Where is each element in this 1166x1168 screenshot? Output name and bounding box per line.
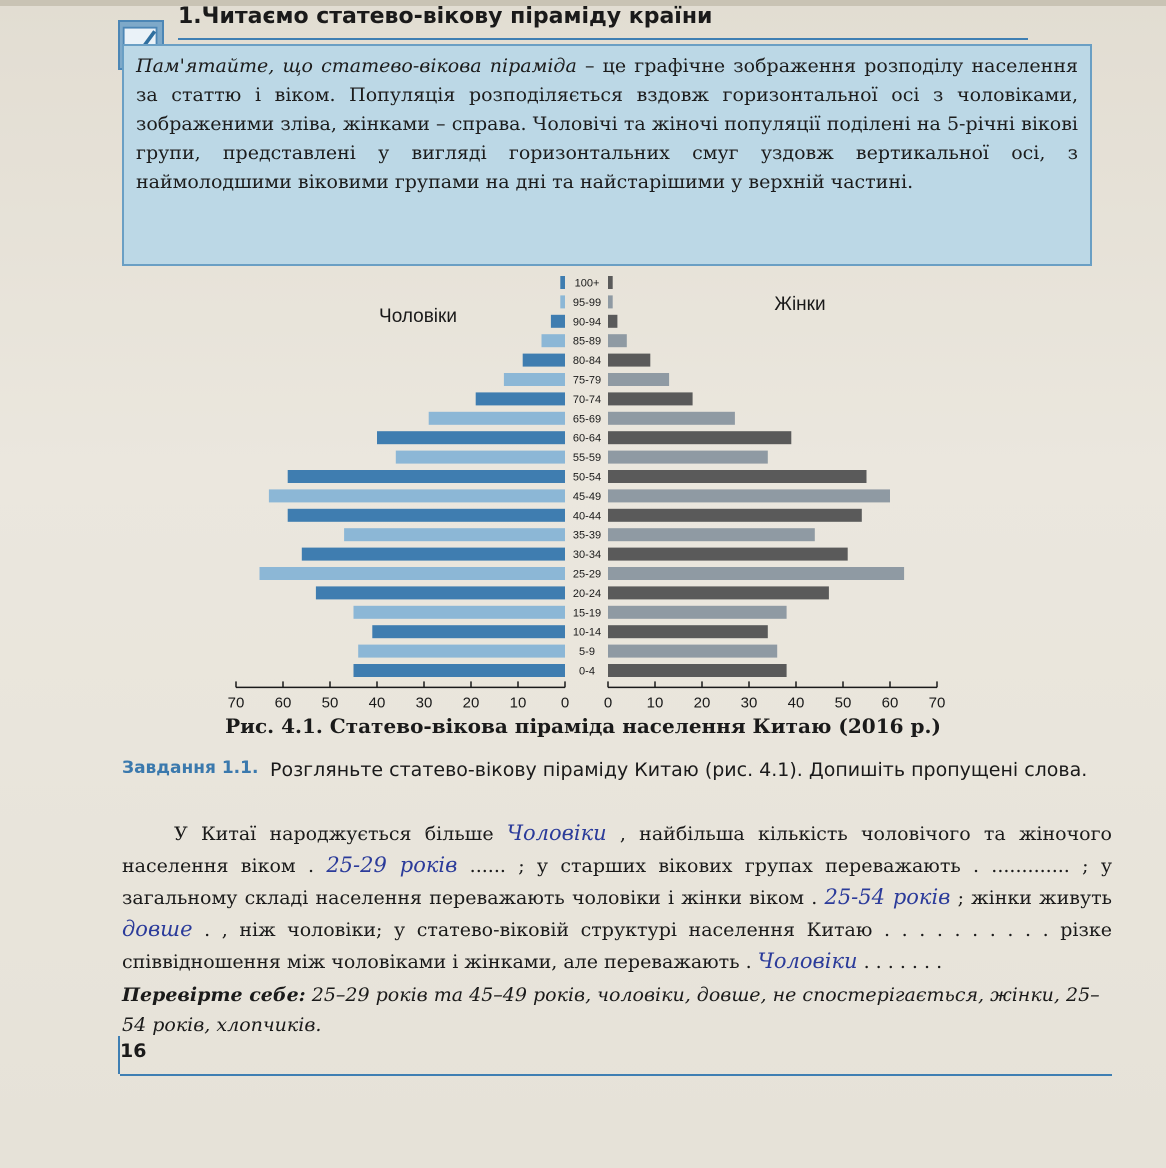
bottom-divider xyxy=(120,1074,1112,1076)
female-bar-25-29 xyxy=(608,567,904,580)
female-tick-label-0: 0 xyxy=(603,694,613,712)
male-legend-label: Чоловіки xyxy=(379,306,457,327)
page-number: 16 xyxy=(120,1040,147,1062)
female-bar-10-14 xyxy=(608,625,768,638)
self-check-label: Перевірте себе: xyxy=(122,984,306,1006)
age-label-100+: 100+ xyxy=(574,277,600,290)
fill-part-2: , найбільша кількість чоловічого та жіночого населення віком . xyxy=(122,823,1112,877)
age-label-70-74: 70-74 xyxy=(572,393,602,406)
male-bar-5-9 xyxy=(358,645,565,658)
female-bar-95-99 xyxy=(608,295,613,308)
fill-part-4: ; жінки живуть xyxy=(950,887,1112,909)
male-bar-55-59 xyxy=(396,451,565,464)
male-bar-70-74 xyxy=(476,392,565,405)
self-check xyxy=(122,980,1112,1040)
age-label-0-4: 0-4 xyxy=(579,665,595,678)
section-divider xyxy=(178,38,1028,40)
age-label-45-49: 45-49 xyxy=(572,490,602,503)
female-bar-85-89 xyxy=(608,334,627,347)
male-tick-label-60: 60 xyxy=(274,694,292,712)
handwritten-answer-1[interactable]: Чоловіки xyxy=(506,821,607,845)
female-bar-15-19 xyxy=(608,606,787,619)
female-bar-5-9 xyxy=(608,645,777,658)
female-bar-30-34 xyxy=(608,548,848,561)
age-label-25-29: 25-29 xyxy=(572,568,602,581)
age-label-30-34: 30-34 xyxy=(572,549,602,562)
note-lead: Пам'ятайте, що статево-вікова піраміда xyxy=(136,55,577,77)
female-bar-65-69 xyxy=(608,412,735,425)
male-tick-label-40: 40 xyxy=(368,694,386,712)
male-bar-100+ xyxy=(560,276,565,289)
note-text: – це графічне зображення розподілу населення за статтю і віком. Популяція розподіляється вздовж горизонтальної осі з чоловіками, зображеними зліва, жінками – справа. Чоловічі та жіночі популяції поділені на 5-річні вікові групи, представлені у вигляді горизонтальних смуг уздовж вертикальної осі, з наймолодшими віковими групами на дні та найстарішими у верхній частині. xyxy=(136,55,1078,193)
section-title: 1.Читаємо статево-вікову піраміду країни xyxy=(178,4,713,29)
female-legend-label: Жінки xyxy=(774,294,826,315)
female-bar-55-59 xyxy=(608,451,768,464)
male-bar-0-4 xyxy=(354,664,566,677)
male-tick-label-0: 0 xyxy=(560,694,570,712)
age-label-95-99: 95-99 xyxy=(572,296,602,309)
female-bar-35-39 xyxy=(608,528,815,541)
female-bar-90-94 xyxy=(608,315,617,328)
age-label-75-79: 75-79 xyxy=(572,374,602,387)
male-bar-20-24 xyxy=(316,586,565,599)
male-bar-80-84 xyxy=(523,354,565,367)
female-tick-label-40: 40 xyxy=(787,694,805,712)
age-label-55-59: 55-59 xyxy=(572,452,602,465)
age-label-85-89: 85-89 xyxy=(572,335,602,348)
handwritten-answer-5[interactable]: Чоловіки xyxy=(757,949,858,973)
female-bar-40-44 xyxy=(608,509,862,522)
female-tick-label-60: 60 xyxy=(881,694,899,712)
male-bar-50-54 xyxy=(288,470,565,483)
female-tick-label-70: 70 xyxy=(928,694,946,712)
age-label-50-54: 50-54 xyxy=(572,471,602,484)
handwritten-answer-3[interactable]: 25-54 років xyxy=(824,885,951,909)
task-text: Розгляньте статево-вікову піраміду Китаю (рис. 4.1). Допишіть пропущені слова. xyxy=(270,759,1088,781)
female-bar-45-49 xyxy=(608,489,890,502)
male-bar-10-14 xyxy=(372,625,565,638)
male-tick-label-30: 30 xyxy=(415,694,433,712)
male-bar-45-49 xyxy=(269,489,565,502)
age-label-60-64: 60-64 xyxy=(572,432,602,445)
self-check-answers: 25–29 років та 45–49 років, чоловіки, довше, не спостерігається, жінки, 25–54 років, хлопчиків. xyxy=(122,984,1100,1036)
age-label-90-94: 90-94 xyxy=(572,316,602,329)
male-bar-90-94 xyxy=(551,315,565,328)
female-bar-80-84 xyxy=(608,354,650,367)
age-label-15-19: 15-19 xyxy=(572,607,602,620)
male-bar-25-29 xyxy=(260,567,566,580)
age-label-80-84: 80-84 xyxy=(572,355,602,368)
age-label-35-39: 35-39 xyxy=(572,529,602,542)
female-bar-60-64 xyxy=(608,431,791,444)
fill-part-1: У Китаї народжується більше xyxy=(174,823,507,845)
male-bar-85-89 xyxy=(542,334,566,347)
handwritten-answer-2[interactable]: 25-29 років xyxy=(326,853,458,877)
female-bar-50-54 xyxy=(608,470,867,483)
female-bar-100+ xyxy=(608,276,613,289)
age-label-20-24: 20-24 xyxy=(572,587,602,600)
fill-in-exercise xyxy=(122,818,1112,978)
female-tick-label-20: 20 xyxy=(693,694,711,712)
task-label: Завдання 1.1. xyxy=(122,758,259,778)
population-pyramid-chart xyxy=(227,268,970,712)
male-tick-label-50: 50 xyxy=(321,694,339,712)
male-tick-label-10: 10 xyxy=(509,694,527,712)
female-tick-label-10: 10 xyxy=(646,694,664,712)
female-bar-0-4 xyxy=(608,664,787,677)
female-bar-70-74 xyxy=(608,392,693,405)
male-bar-65-69 xyxy=(429,412,565,425)
male-bar-75-79 xyxy=(504,373,565,386)
definition-note xyxy=(122,44,1092,266)
male-tick-label-20: 20 xyxy=(462,694,480,712)
female-tick-label-30: 30 xyxy=(740,694,758,712)
male-bar-30-34 xyxy=(302,548,565,561)
male-bar-95-99 xyxy=(560,295,565,308)
male-bar-60-64 xyxy=(377,431,565,444)
age-label-10-14: 10-14 xyxy=(572,626,602,639)
female-bar-20-24 xyxy=(608,586,829,599)
male-tick-label-70: 70 xyxy=(227,694,245,712)
female-tick-label-50: 50 xyxy=(834,694,852,712)
male-bar-35-39 xyxy=(344,528,565,541)
age-label-65-69: 65-69 xyxy=(572,413,602,426)
fill-part-6: . . . . . . . xyxy=(857,951,943,973)
male-bar-40-44 xyxy=(288,509,565,522)
male-bar-15-19 xyxy=(354,606,566,619)
female-bar-75-79 xyxy=(608,373,669,386)
age-label-5-9: 5-9 xyxy=(579,646,595,659)
fill-part-3: ...... ; у старших вікових групах переважають . ............. ; у загальному складі населення переважають чоловіки і жінки віком . xyxy=(122,855,1113,909)
age-label-40-44: 40-44 xyxy=(572,510,602,523)
fill-part-5: . , ніж чоловіки; у статево-віковій структурі населення Китаю . . . . . . . . . . різке співвідношення між чоловіками і жінками, але переважають . xyxy=(122,919,1112,973)
handwritten-answer-4[interactable]: довше xyxy=(122,917,193,941)
figure-caption: Рис. 4.1. Статево-вікова піраміда населення Китаю (2016 р.) xyxy=(225,714,941,738)
